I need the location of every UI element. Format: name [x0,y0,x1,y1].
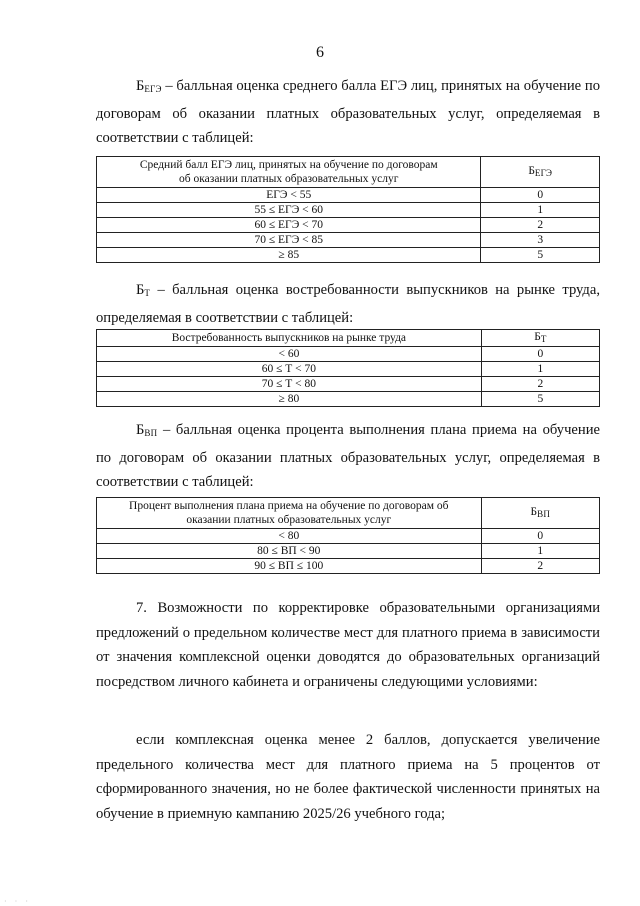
condition-cell: 70 ≤ ЕГЭ < 85 [97,233,481,248]
score-cell: 5 [481,248,600,263]
table-row [97,377,600,392]
vp-symbol-subscript: ВП [144,428,158,438]
table-header-condition [97,157,481,188]
table-row [97,188,600,203]
condition-cell: ЕГЭ < 55 [97,188,481,203]
table-row [97,544,600,559]
vp-symbol: Б [136,422,145,438]
table-header-score: $Б_{ЕГЭ}$ [481,157,600,188]
score-cell: 0 [481,347,599,362]
score-cell: 2 [481,559,599,574]
vp-description-text: – балльная оценка процента выполнения плана приема на обучение по договорам об оказании платных образовательных услуг, определяемая в соответствии с таблицей: [96,422,600,491]
vp-score-table [96,497,600,574]
table-row [97,362,600,377]
ege-symbol-subscript: ЕГЭ [144,84,162,94]
table-row [97,392,600,407]
header-line: Средний балл ЕГЭ лиц, принятых на обучение по договорам [139,159,438,171]
condition-cell: 55 ≤ ЕГЭ < 60 [97,203,481,218]
ege-score-table [96,156,600,263]
condition-paragraph: если комплексная оценка менее 2 баллов, допускается увеличение предельного количества мест для платного приема на 5 процентов от сформированного значения, но не более фактической численности принятых на обучение в приемную кампанию 2025/26 учебного года; [96,732,600,822]
table-row [97,203,600,218]
page-number: 6 [316,44,324,61]
score-cell: 2 [481,377,599,392]
t-description-text: – балльная оценка востребованности выпускников на рынке труда, определяемая в соответствии с таблицей: [96,282,600,326]
table-header-condition: Востребованность выпускников на рынке труда [97,330,482,347]
condition-cell: 60 ≤ Т < 70 [97,362,482,377]
table-header-score: $Б_Т$ [481,330,599,347]
table-row [97,529,600,544]
score-cell: 0 [481,188,600,203]
score-cell: 5 [481,392,599,407]
table-header-condition [97,498,482,529]
condition-cell: 90 ≤ ВП ≤ 100 [97,559,482,574]
condition-cell: < 60 [97,347,482,362]
ege-description-text: – балльная оценка среднего балла ЕГЭ лиц, принятых на обучение по договорам об оказании платных образовательных услуг, определяемая в соответствии с таблицей: [96,78,600,147]
header-line: Процент выполнения плана приема на обучение по договорам об [129,500,449,512]
score-cell: 2 [481,218,600,233]
condition-cell: ≥ 80 [97,392,482,407]
table-header-row [97,498,600,529]
table-row [97,559,600,574]
table-header-row [97,330,600,347]
t-symbol-subscript: Т [144,288,151,298]
table-row [97,233,600,248]
t-score-table [96,329,600,407]
table-row [97,347,600,362]
condition-cell: < 80 [97,529,482,544]
score-cell: 3 [481,233,600,248]
score-cell: 0 [481,529,599,544]
ege-score-description [96,74,600,151]
score-cell: 1 [481,362,599,377]
vp-score-description [96,418,600,495]
table-row [97,248,600,263]
condition-cell: 80 ≤ ВП < 90 [97,544,482,559]
score-cell: 1 [481,544,599,559]
header-line: оказании платных образовательных услуг [186,514,392,526]
table-row [97,218,600,233]
table-header-score: $Б_{ВП}$ [481,498,599,529]
t-symbol: Б [136,282,145,298]
scan-edge-mark: · · · [4,897,31,906]
t-score-description [96,278,600,330]
ege-symbol: Б [136,78,145,94]
score-cell: 1 [481,203,600,218]
clause-7-paragraph: 7. Возможности по корректировке образовательными организациями предложений о предельном количестве мест для платного приема в зависимости от значения комплексной оценки доводятся до образовательных организаций посредством личного кабинета и ограничены следующими условиями: [96,600,600,690]
condition-cell: ≥ 85 [97,248,481,263]
condition-cell: 60 ≤ ЕГЭ < 70 [97,218,481,233]
header-line: об оказании платных образовательных услуг [179,173,399,185]
table-header-row [97,157,600,188]
condition-cell: 70 ≤ Т < 80 [97,377,482,392]
